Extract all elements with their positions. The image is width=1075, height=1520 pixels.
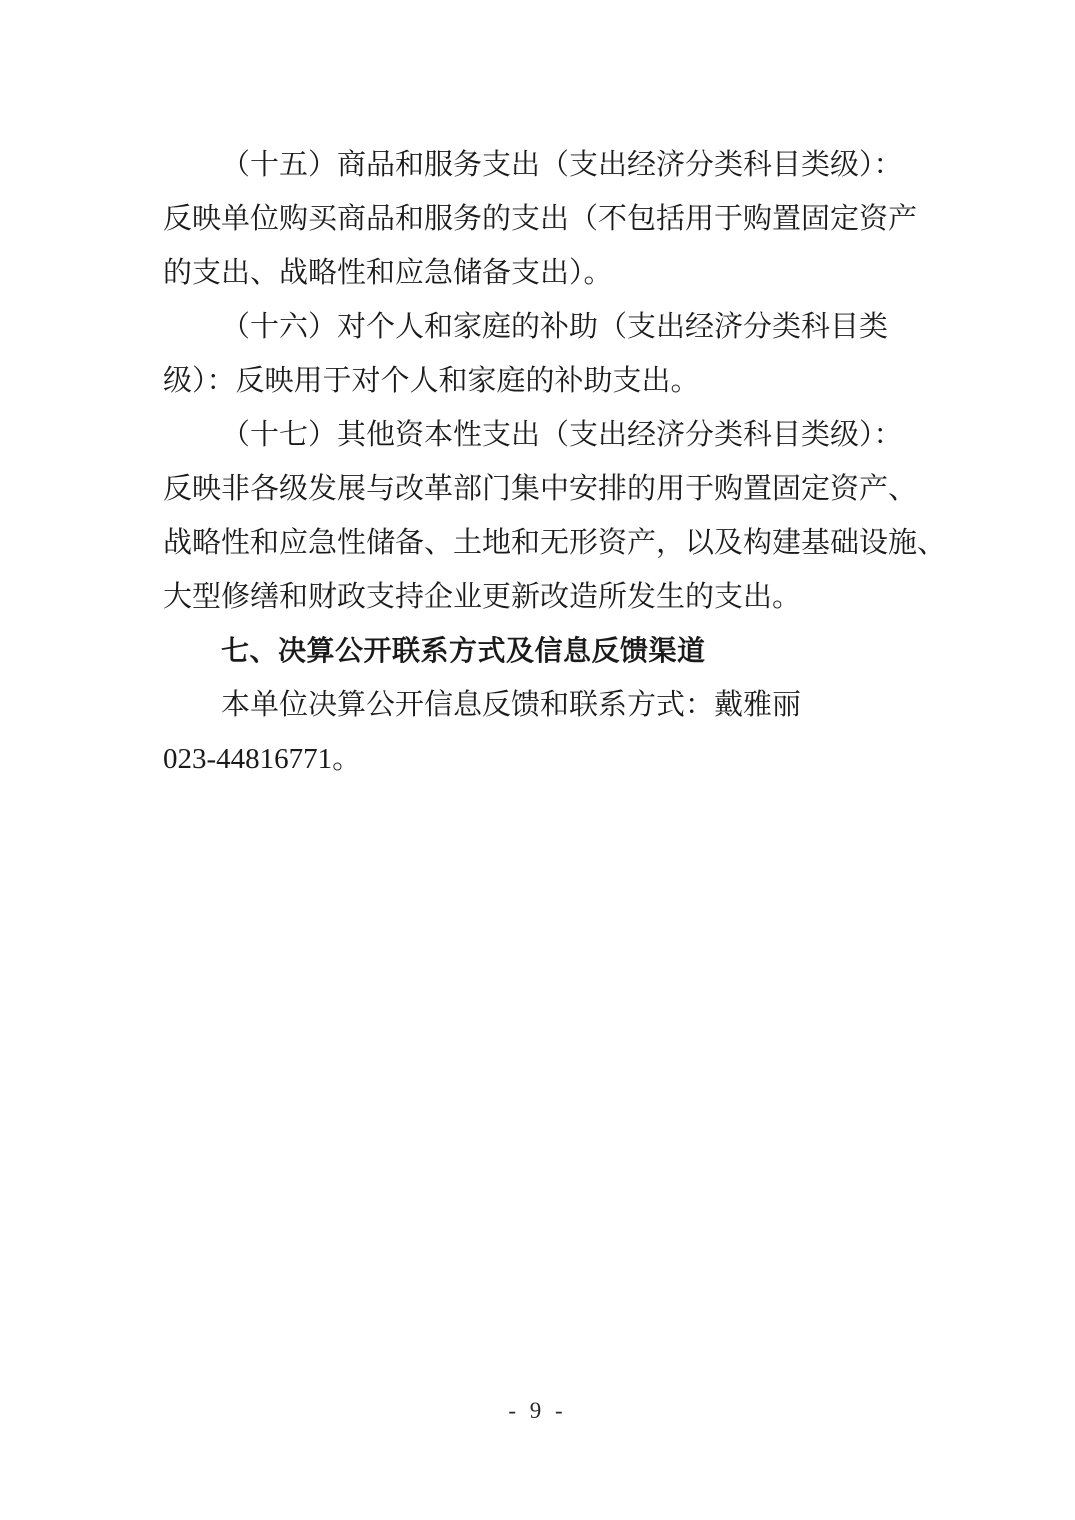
text-line: 大型修缮和财政支持企业更新改造所发生的支出。 (163, 581, 802, 613)
text-line: 反映非各级发展与改革部门集中安排的用于购置固定资产、 (163, 473, 918, 505)
document-body (163, 138, 947, 786)
section-heading: 七、决算公开联系方式及信息反馈渠道 (221, 635, 706, 666)
text-line: 反映单位购买商品和服务的支出（不包括用于购置固定资产 (163, 203, 918, 235)
page-footer (0, 1398, 1075, 1424)
text-line: （十七）其他资本性支出（支出经济分类科目类级）： (221, 419, 903, 451)
text-line: 023-44816771。 (163, 743, 362, 775)
text-line: （十六）对个人和家庭的补助（支出经济分类科目类 (221, 311, 889, 343)
text-line: 的支出、战略性和应急储备支出）。 (163, 257, 613, 289)
text-line: 本单位决算公开信息反馈和联系方式：戴雅丽 (221, 689, 802, 721)
text-line: 级）：反映用于对个人和家庭的补助支出。 (163, 365, 700, 397)
text-line: （十五）商品和服务支出（支出经济分类科目类级）： (221, 149, 903, 181)
text-line: 战略性和应急性储备、土地和无形资产，以及构建基础设施、 (163, 527, 947, 559)
page-number: - 9 - (508, 1398, 567, 1423)
